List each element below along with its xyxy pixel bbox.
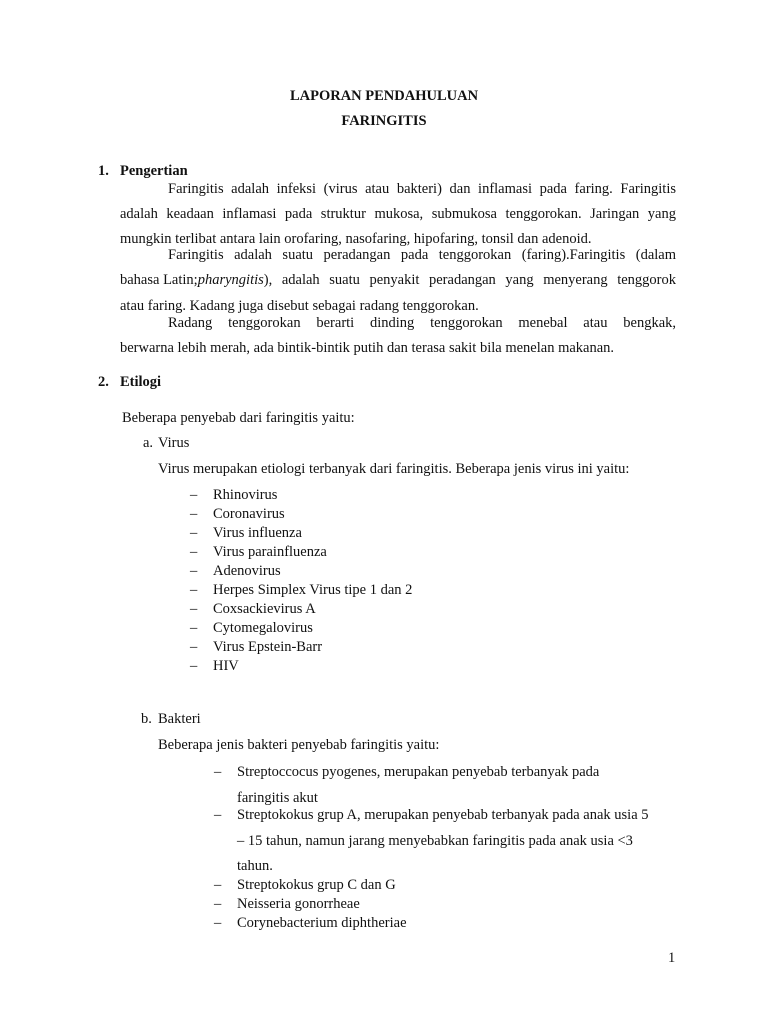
virus-item: Rhinovirus [213, 487, 278, 503]
virus-item: Adenovirus [213, 563, 281, 579]
virus-item: Coronavirus [213, 506, 285, 522]
dash-marker: – [214, 915, 222, 931]
subsection-b-title: Bakteri [158, 711, 201, 727]
section-2-heading: Etilogi [120, 374, 162, 390]
paragraph-3-line-2: berwarna lebih merah, ada bintik-bintik putih dan terasa sakit bila menelan makanan. [120, 340, 615, 356]
paragraph-2-text-a: bahasa Latin; [120, 272, 198, 288]
virus-item: Cytomegalovirus [213, 620, 313, 636]
paragraph-1-line-3: mungkin terlibat antara lain orofaring, nasofaring, hipofaring, tonsil dan adenoid. [120, 231, 592, 247]
paragraph-3-line-1: Radang tenggorokan berarti dinding tenggorokan menebal atau bengkak, [168, 315, 676, 331]
virus-item: Herpes Simplex Virus tipe 1 dan 2 [213, 582, 413, 598]
bacteria-item-line: tahun. [237, 858, 273, 874]
bacteria-item-line: Corynebacterium diphtheriae [237, 915, 407, 931]
dash-marker: – [190, 563, 198, 579]
bacteria-item-line: Streptokokus grup A, merupakan penyebab terbanyak pada anak usia 5 [237, 807, 649, 823]
section-1-heading: Pengertian [120, 163, 188, 179]
dash-marker: – [214, 807, 222, 823]
dash-marker: – [190, 487, 198, 503]
page-number: 1 [668, 950, 676, 966]
document-subtitle: FARINGITIS [341, 113, 427, 129]
subsection-a-label: a. [143, 435, 154, 451]
dash-marker: – [190, 620, 198, 636]
bacteria-item-line: Neisseria gonorrheae [237, 896, 360, 912]
dash-marker: – [214, 764, 222, 780]
dash-marker: – [214, 877, 222, 893]
bacteria-item-line: Streptoccocus pyogenes, merupakan penyebab terbanyak pada [237, 764, 600, 780]
paragraph-2-line-3: atau faring. Kadang juga disebut sebagai radang tenggorokan. [120, 298, 479, 314]
bacteria-item-line: – 15 tahun, namun jarang menyebabkan faringitis pada anak usia <3 [237, 833, 633, 849]
paragraph-2-text-b: ), adalah suatu penyakit peradangan yang menyerang tenggorok [263, 272, 676, 288]
virus-item: Virus Epstein-Barr [213, 639, 323, 655]
dash-marker: – [190, 601, 198, 617]
virus-item: Virus influenza [213, 525, 302, 541]
dash-marker: – [190, 506, 198, 522]
bacteria-item-line: Streptokokus grup C dan G [237, 877, 396, 893]
paragraph-1-line-1: Faringitis adalah infeksi (virus atau bakteri) dan inflamasi pada faring. Faringitis [168, 181, 676, 197]
dash-marker: – [190, 525, 198, 541]
dash-marker: – [190, 582, 198, 598]
paragraph-2-line-1: Faringitis adalah suatu peradangan pada tenggorokan (faring).Faringitis (dalam [168, 247, 676, 263]
paragraph-1-line-2: adalah keadaan inflamasi pada struktur mukosa, submukosa tenggorokan. Jaringan yang [120, 206, 676, 222]
subsection-b-label: b. [141, 711, 152, 727]
dash-marker: – [190, 658, 198, 674]
virus-description: Virus merupakan etiologi terbanyak dari faringitis. Beberapa jenis virus ini yaitu: [158, 461, 630, 477]
virus-item: Virus parainfluenza [213, 544, 327, 560]
subsection-a-title: Virus [158, 435, 190, 451]
section-1-number: 1. [98, 163, 109, 179]
virus-item: Coxsackievirus A [213, 601, 316, 617]
bacteria-item-line: faringitis akut [237, 790, 318, 806]
dash-marker: – [190, 639, 198, 655]
etiology-intro: Beberapa penyebab dari faringitis yaitu: [122, 410, 355, 426]
paragraph-2-line-2 [120, 272, 676, 289]
section-2-number: 2. [98, 374, 109, 390]
dash-marker: – [214, 896, 222, 912]
latin-term: pharyngitis [197, 272, 264, 288]
dash-marker: – [190, 544, 198, 560]
document-title: LAPORAN PENDAHULUAN [289, 88, 479, 104]
virus-item: HIV [213, 658, 239, 674]
bacteria-description: Beberapa jenis bakteri penyebab faringitis yaitu: [158, 737, 440, 753]
